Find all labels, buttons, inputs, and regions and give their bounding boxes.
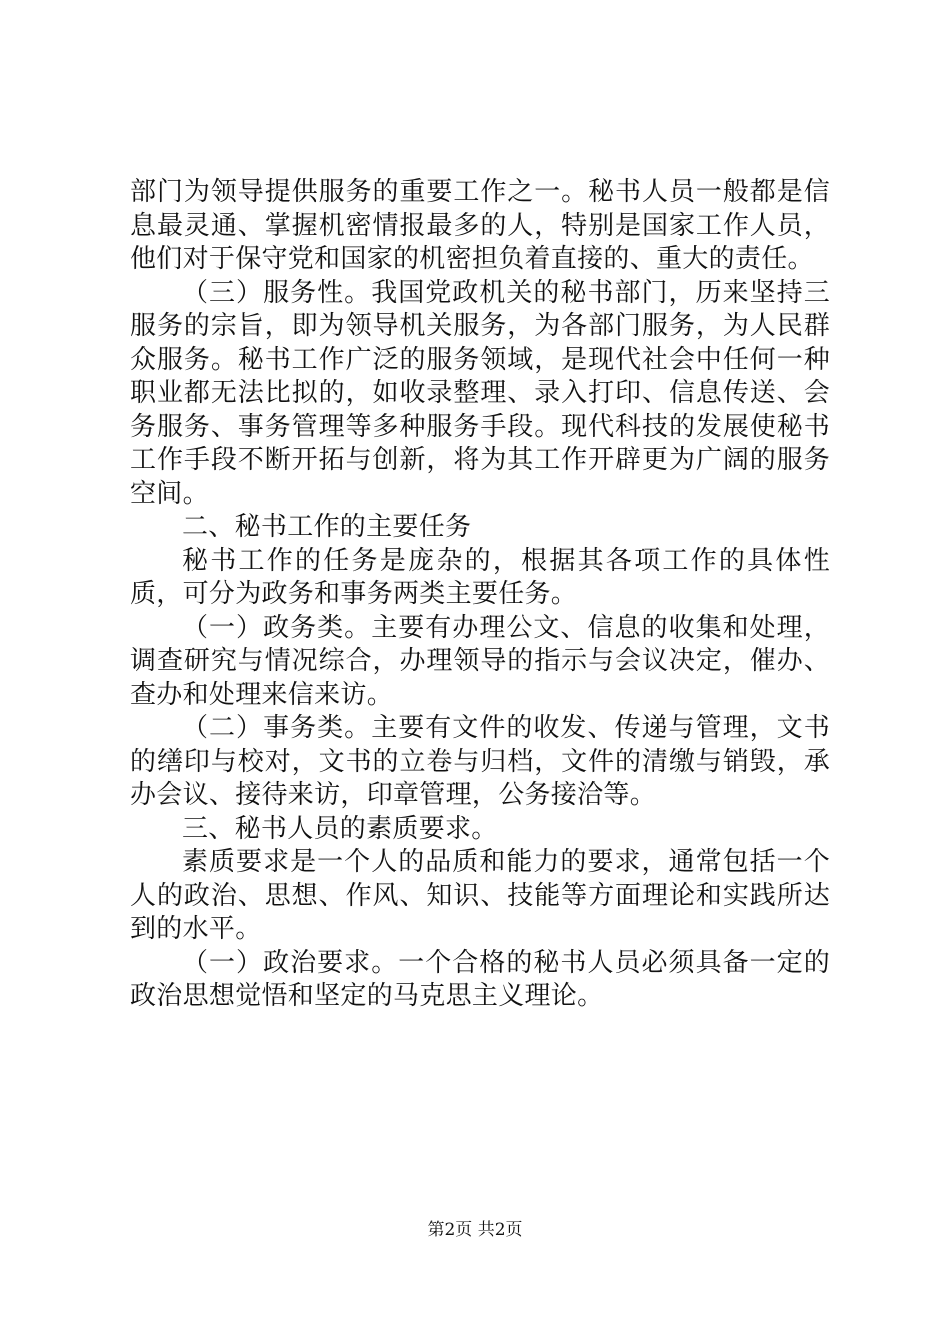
section-heading-quality-requirements: 三、秘书人员的素质要求。	[182, 813, 498, 844]
paragraph-quality-definition: 素质要求是一个人的品质和能力的要求，通常包括一个人的政治、思想、作风、知识、技能等方面理论和实践所达到的水平。	[130, 847, 830, 944]
section-heading-main-tasks: 二、秘书工作的主要任务	[182, 512, 472, 542]
document-body	[130, 176, 830, 1014]
paragraph-administrative-affairs: （二）事务类。主要有文件的收发、传递与管理，文书的缮印与校对，文书的立卷与归档，文件的清缴与销毁，承办会议、接待来访，印章管理，公务接洽等。	[130, 713, 830, 810]
paragraph-service-nature: （三）服务性。我国党政机关的秘书部门，历来坚持三服务的宗旨，即为领导机关服务，为各部门服务，为人民群众服务。秘书工作广泛的服务领域，是现代社会中任何一种职业都无法比拟的，如收录整理、录入打印、信息传送、会务服务、事务管理等多种服务手段。现代科技的发展使秘书工作手段不断开拓与创新，将为其工作开辟更为广阔的服务空间。	[130, 277, 830, 509]
paragraph-task-overview: 秘书工作的任务是庞杂的，根据其各项工作的具体性质，可分为政务和事务两类主要任务。	[130, 545, 830, 609]
paragraph-continuation: 部门为领导提供服务的重要工作之一。秘书人员一般都是信息最灵通、掌握机密情报最多的人，特别是国家工作人员，他们对于保守党和国家的机密担负着直接的、重大的责任。	[130, 177, 830, 274]
page-number-footer: 第2页 共2页	[427, 1220, 523, 1240]
paragraph-political-requirement: （一）政治要求。一个合格的秘书人员必须具备一定的政治思想觉悟和坚定的马克思主义理论。	[130, 947, 830, 1011]
paragraph-government-affairs: （一）政务类。主要有办理公文、信息的收集和处理，调查研究与情况综合，办理领导的指示与会议决定，催办、查办和处理来信来访。	[130, 612, 830, 710]
